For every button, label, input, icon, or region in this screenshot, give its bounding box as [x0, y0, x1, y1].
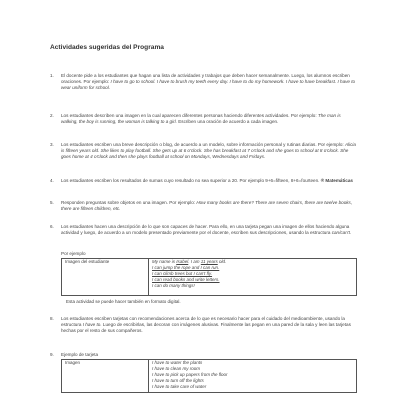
description-cell: [149, 259, 357, 296]
item-text: Los estudiantes hacen una descripción de lo que son capaces de hacer. Para ello, en una tarjeta pegan una imagen de ellos haciendo alguna actividad y luego, de acuerdo a un modelo presentado previamente por el docente, escriben sus descripciones, usando la estructura: [61, 224, 350, 236]
card-line: I have to clean my room: [152, 365, 201, 371]
description-line: I can climb trees but I can't fly.: [152, 270, 213, 276]
item-number: 1.: [50, 73, 54, 78]
card-line: I have to water the plants: [152, 360, 203, 365]
description-line: I can do many things!: [152, 282, 195, 288]
item-text: El docente pide a los estudiantes que hagan una lista de actividades y trabajos que deben hacer semanalmente. Luego, los alumnos escriben oraciones. Por ejemplo:: [61, 73, 350, 85]
page-title: Actividades sugeridas del Programa: [50, 44, 164, 51]
card-example-table: [61, 359, 357, 393]
card-line: I have to turn off the lights: [152, 377, 204, 383]
item-structure: I have to.: [82, 322, 102, 328]
description-line: My name is Isabel. I am 11 years old.: [152, 259, 227, 264]
item-text: Los estudiantes escriben una breve descripción o blog, de acuerdo a un modelo, sobre información personal y rutinas diarias. Por ejemplo:: [61, 142, 344, 147]
card-line: I have to pick up papers from the floor: [152, 371, 228, 377]
item-tail: Escriben una oración de acuerdo a cada imagen.: [178, 119, 279, 125]
item-number: 6.: [50, 224, 54, 229]
activity-note: Esta actividad se puede hacer también en formato digital.: [66, 299, 181, 304]
example-label: Por ejemplo: [61, 251, 86, 256]
example-table: [61, 258, 357, 296]
item-tail: Luego de escribirlas, las decoran con imágenes alusivas. Finalmente las pegan en una pared de la sala y leen las tarjetas hechas por el resto de sus compañeros.: [61, 322, 351, 334]
item-text: Los estudiantes escriben los resultados de sumas cuyo resultado no sea superior a 20. Por ejemplo 9+6=fifteen, 8+6=fourteen.: [61, 178, 320, 183]
card-line: I have to take care of water: [152, 383, 207, 389]
item-example: I have to go to school. I have to brush my teeth every day. I have to do my homework. I have to have breakfast. I have to wear uniform for school.: [61, 79, 356, 91]
item-text: Responden preguntas sobre objetos en una imagen. Por ejemplo:: [61, 200, 196, 205]
description-line: I can jump the rope and I can run.: [152, 264, 220, 270]
card-text-cell: [149, 360, 357, 393]
item-number: 2.: [50, 113, 54, 118]
item-example: Alicia is fifteen years old. She likes to play football. She gets up at 6 o'clock. She has breakfast at 7 o'clock and she goes to school at 8 o'clock. She goes home at 4 o'clock and then she plays football at school on Mondays, Wednesdays and Fridays.: [61, 142, 356, 160]
card-image-cell: Imagen: [62, 360, 149, 393]
item-number: 5.: [50, 200, 54, 205]
item-example: How many books are there? There are seven chairs, there are twelve books, there are fifteen children, etc.: [61, 200, 353, 212]
item-number: 8.: [50, 316, 54, 321]
description-line: I can read books and write letters.: [152, 276, 220, 282]
item-example: can/can't.: [331, 230, 352, 236]
item-example: The man is walking, the boy is running, the woman is talking to a girl.: [61, 113, 341, 125]
example-label: Ejemplo de tarjeta: [61, 352, 99, 357]
item-text: Los estudiantes describen una imagen en la cual aparecen diferentes personas haciendo diferentes actividades. Por ejemplo:: [61, 113, 317, 118]
item-text: Los estudiantes escriben tarjetas con recomendaciones acerca de lo que es necesario hacer para el cuidado del medioambiente, usando la estructura: [61, 316, 345, 328]
subject-tag: ® Matemáticas: [320, 178, 353, 183]
item-number: 4.: [50, 178, 54, 183]
item-number: 9.: [50, 352, 54, 357]
student-image-cell: Imagen del estudiante: [62, 259, 149, 296]
item-number: 3.: [50, 142, 54, 147]
